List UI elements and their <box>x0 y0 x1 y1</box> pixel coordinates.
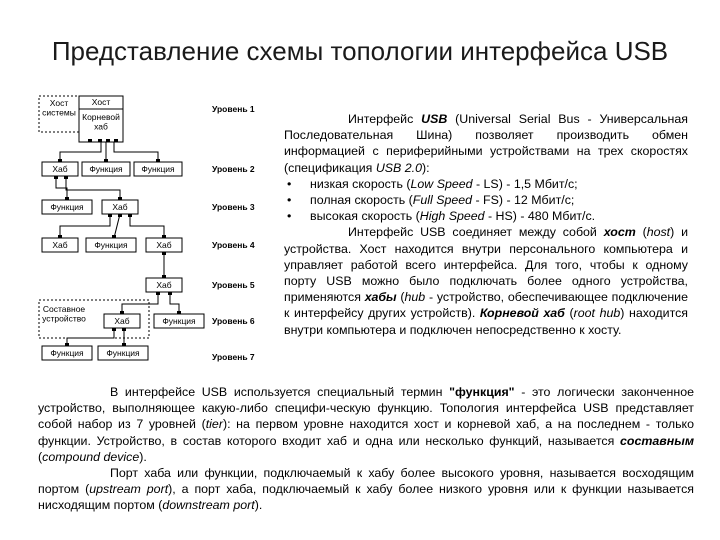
level-label: Уровень 7 <box>212 352 255 362</box>
host-label: Хост <box>91 97 111 107</box>
function-label: Функция <box>106 348 140 358</box>
function-label: Функция <box>89 164 123 174</box>
function-label: Функция <box>50 348 84 358</box>
level-label: Уровень 5 <box>212 280 255 290</box>
hub-label: Хаб <box>52 164 68 174</box>
level-label: Уровень 6 <box>212 316 255 326</box>
function-label: Функция <box>50 202 84 212</box>
bottom-text-block <box>38 384 694 514</box>
hub-label: Хаб <box>112 202 128 212</box>
list-item: • полная скорость (Full Speed - FS) - 12 Мбит/с; <box>284 192 688 208</box>
function-label: Функция <box>162 316 196 326</box>
root-hub-label: Корневой хаб <box>82 112 120 132</box>
host-hub-paragraph: Интерфейс USB соединяет между собой хост (host) и устройства. Хост находится внутри персонального компьютера и управляет работой всего интерфейса. Для того, чтобы к одному порту USB можно было подключать более одного устройства, применяются хабы (hub - устройство, обеспечивающее подключение к интерфейсу других устройств). Корневой хаб (root hub) находится внутри компьютера и подключен непосредственно к хосту. <box>284 225 689 337</box>
hub-label: Хаб <box>52 240 68 250</box>
ports-paragraph: Порт хаба или функции, подключаемый к хабу более высокого уровня, называется восходящим портом (upstream port), а порт хаба, подключаемый к хабу более низкого уровня или к функции называется нисходящим портом (downstream port). <box>38 466 694 513</box>
level-label: Уровень 1 <box>212 104 255 114</box>
hub-label: Хаб <box>156 280 172 290</box>
intro-text-block <box>284 111 688 338</box>
page-title: Представление схемы топологии интерфейса USB <box>51 36 669 66</box>
function-label: Функция <box>94 240 128 250</box>
function-paragraph: В интерфейсе USB используется специальный термин "функция" - это логически законченное устройство, выполняющее какую-либо специфи-ческую функцию. Топология интерфейса USB представляет собой набор из 7 уровней (tier): на первом уровне находится хост и корневой хаб, а на последнем - только функции. Устройство, в состав которого входит хаб и одна или несколько функций, называется составным (compound device). <box>38 385 695 464</box>
list-item: • высокая скорость (High Speed - HS) - 480 Мбит/с. <box>284 208 688 224</box>
level-label: Уровень 2 <box>212 164 255 174</box>
level-label: Уровень 4 <box>212 240 255 250</box>
level-label: Уровень 3 <box>212 202 255 212</box>
function-label: Функция <box>141 164 175 174</box>
composite-device-label: Составное устройство <box>42 304 86 324</box>
hub-label: Хаб <box>156 240 172 250</box>
list-item: • низкая скорость (Low Speed - LS) - 1,5 Мбит/с; <box>284 176 688 192</box>
host-system-label: Хост системы <box>42 98 76 118</box>
speed-list <box>284 176 688 225</box>
usb-topology-diagram <box>36 92 272 370</box>
usb-intro-paragraph: Интерфейс USB (Universal Serial Bus - Универсальная Последовательная Шина) позволяет производить обмен информацией с периферийными устройствами на трех скоростях (спецификация USB 2.0): <box>284 112 688 175</box>
hub-label: Хаб <box>114 316 130 326</box>
